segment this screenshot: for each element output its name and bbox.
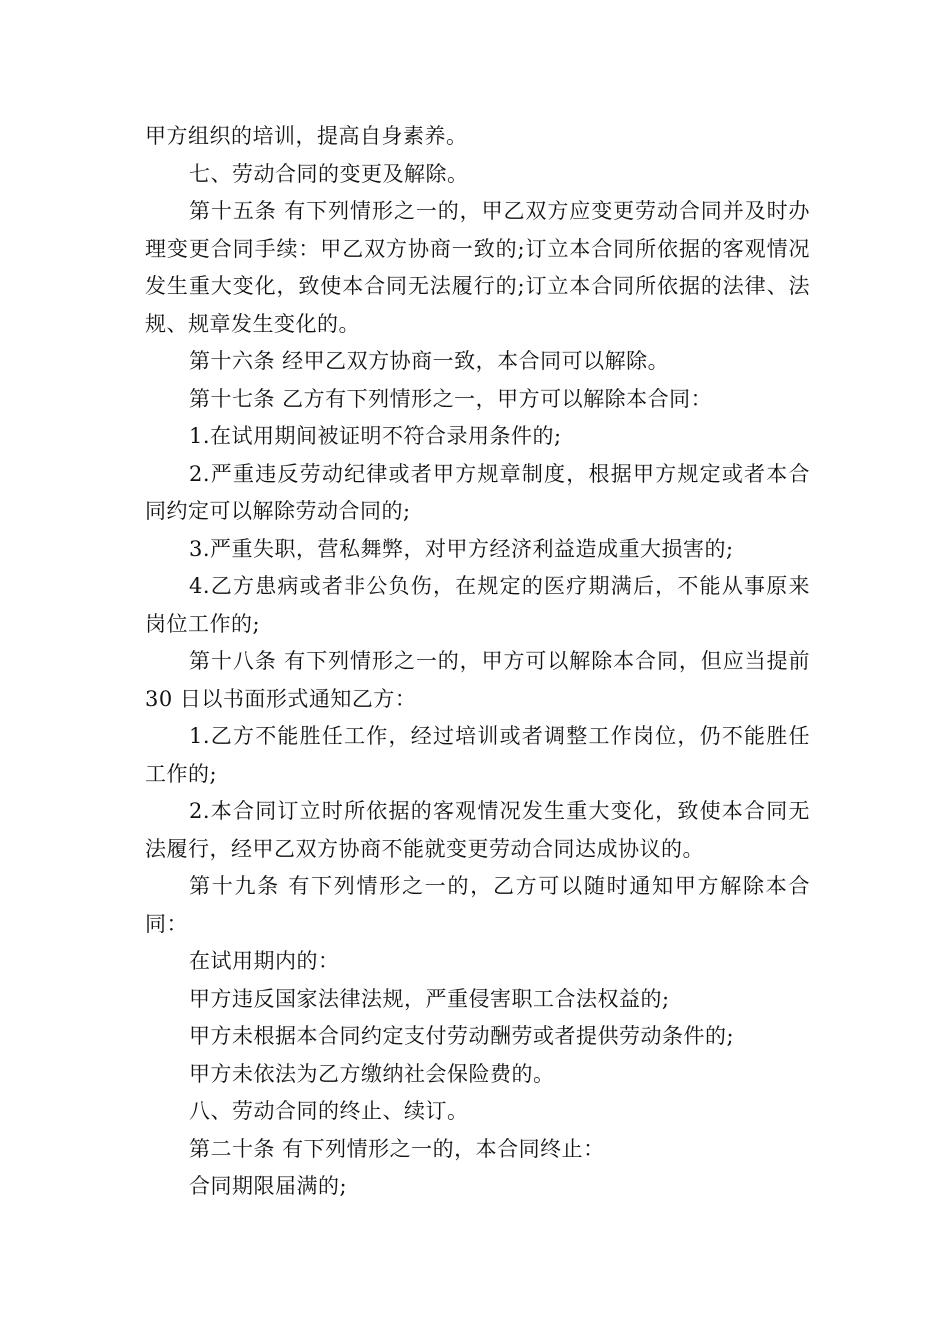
article-paragraph: 第十七条 乙方有下列情形之一，甲方可以解除本合同： — [189, 386, 713, 411]
article-paragraph: 第十九条 有下列情形之一的，乙方可以随时通知甲方解除本合同： — [145, 874, 810, 936]
list-item: 4.乙方患病或者非公负伤，在规定的医疗期满后，不能从事原来岗位工作的; — [145, 574, 810, 636]
paragraph: 甲方组织的培训，提高自身素养。 — [145, 124, 468, 148]
list-item: 在试用期内的： — [189, 949, 340, 973]
list-item: 1.乙方不能胜任工作，经过培训或者调整工作岗位，仍不能胜任工作的; — [145, 724, 810, 786]
list-item: 2.本合同订立时所依据的客观情况发生重大变化，致使本合同无法履行，经甲乙双方协商不能就变更劳动合同达成协议的。 — [145, 799, 810, 861]
article-paragraph: 第二十条 有下列情形之一的，本合同终止： — [189, 1136, 605, 1161]
document-body — [145, 118, 810, 1206]
article-paragraph: 第十八条 有下列情形之一的，甲方可以解除本合同，但应当提前 30 日以书面形式通知乙方： — [145, 649, 810, 711]
list-item: 甲方违反国家法律法规，严重侵害职工合法权益的; — [189, 986, 670, 1011]
section-heading: 八、劳动合同的终止、续订。 — [189, 1099, 469, 1123]
section-heading: 七、劳动合同的变更及解除。 — [189, 161, 469, 186]
article-paragraph: 第十六条 经甲乙双方协商一致，本合同可以解除。 — [189, 349, 670, 373]
list-item: 1.在试用期间被证明不符合录用条件的; — [189, 424, 562, 448]
list-item: 甲方未根据本合同约定支付劳动酬劳或者提供劳动条件的; — [189, 1024, 735, 1048]
list-item: 甲方未依法为乙方缴纳社会保险费的。 — [189, 1061, 555, 1086]
list-item: 3.严重失职，营私舞弊，对甲方经济利益造成重大损害的; — [189, 536, 734, 561]
article-paragraph: 第十五条 有下列情形之一的，甲乙双方应变更劳动合同并及时办理变更合同手续：甲乙双方协商一致的;订立本合同所依据的客观情况发生重大变化，致使本合同无法履行的;订立本合同所依据的法律、法规、规章发生变化的。 — [145, 199, 810, 336]
list-item: 2.严重违反劳动纪律或者甲方规章制度，根据甲方规定或者本合同约定可以解除劳动合同的; — [145, 461, 810, 523]
list-item: 合同期限届满的; — [189, 1174, 348, 1198]
